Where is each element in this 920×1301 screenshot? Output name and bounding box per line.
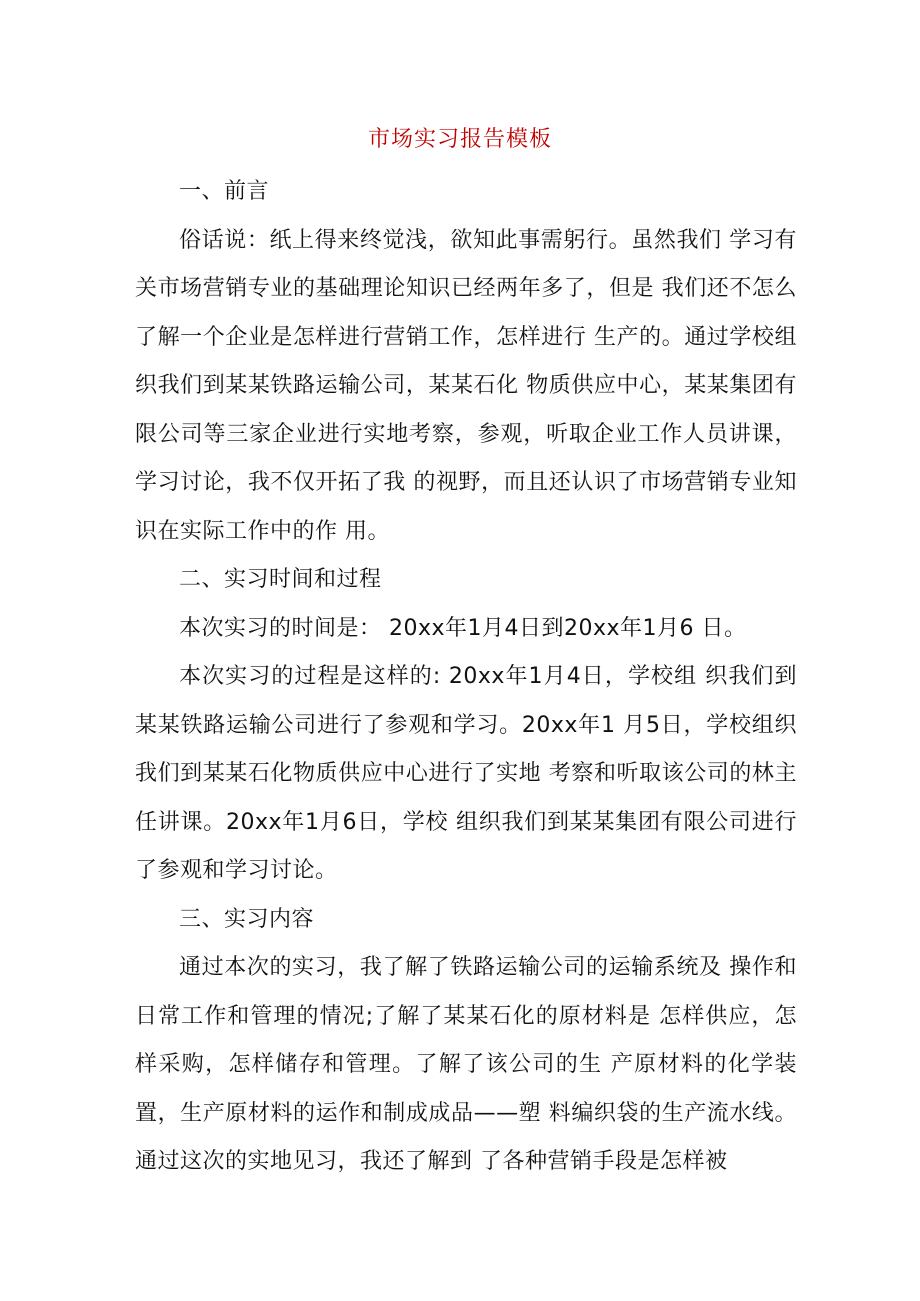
paragraph-content: 通过本次的实习，我了解了铁路运输公司的运输系统及 操作和日常工作和管理的情况;了解了某某石化的原材料是 怎样供应，怎样采购，怎样储存和管理。了解了该公司的生 产原材料的化学装置，生产原材料的运作和制成成品——塑 料编织袋的生产流水线。通过这次的实地见习，我还了解到 了各种营销手段是怎样被 [135,955,797,1174]
paragraph-process: 本次实习的过程是这样的: 20xx年1月4日，学校组 织我们到某某铁路运输公司进行了参观和学习。20xx年1 月5日，学校组织我们到某某石化物质供应中心进行了实地 考察和听取该公司的林主任讲课。20xx年1月6日，学校 组织我们到某某集团有限公司进行了参观和学习讨论。 [135,664,797,883]
document-title: 市场实习报告模板 [367,127,552,152]
paragraph-preface: 俗话说：纸上得来终觉浅，欲知此事需躬行。虽然我们 学习有关市场营销专业的基础理论知识已经两年多了，但是 我们还不怎么了解一个企业是怎样进行营销工作，怎样进行 生产的。通过学校组织我们到某某铁路运输公司，某某石化 物质供应中心，某某集团有限公司等三家企业进行实地考察，参观，听取企业工作人员讲课，学习讨论，我不仅开拓了我 的视野，而且还认识了市场营销专业知识在实际工作中的作 用。 [135,227,797,544]
section-heading-time-process: 二、实习时间和过程 [179,567,382,592]
section-heading-preface: 一、前言 [179,179,270,204]
paragraph-time: 本次实习的时间是： 20xx年1月4日到20xx年1月6 日。 [179,615,747,641]
section-heading-content: 三、实习内容 [179,906,315,932]
document-body [135,168,797,1187]
